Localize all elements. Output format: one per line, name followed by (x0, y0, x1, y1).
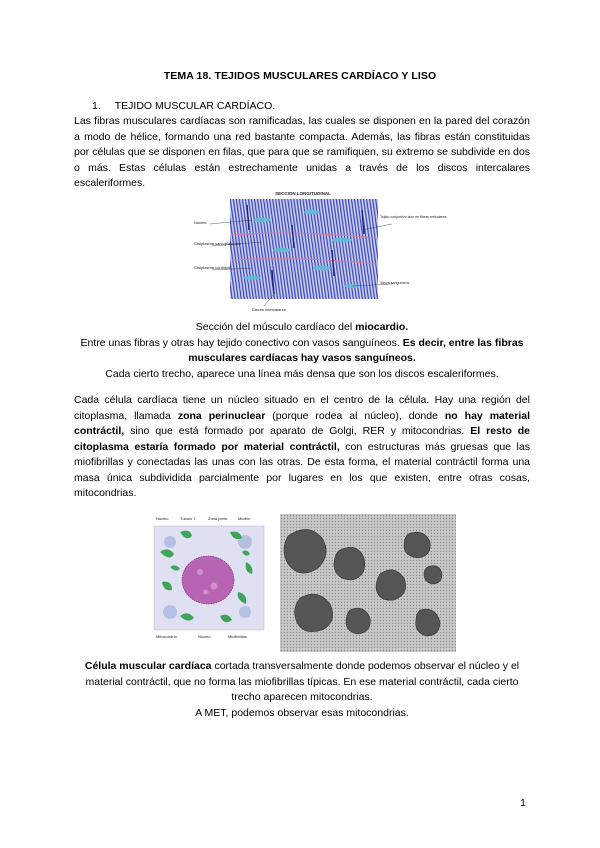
paragraph-intro: Las fibras musculares cardíacas son ramificadas, las cuales se disponen en la pared del corazón a modo de hélice, formando una red bastante compacta. Además, las fibras están constituidas por células que se disponen en filas, que para que se ramifiquen, su extremo se subdivide en dos o más. Estas células están estrechamente unidas a través de los discos intercalares escaleriformes. (74, 115, 530, 189)
figure-longitudinal-section (192, 190, 447, 314)
caption2-last-line: A MET, podemos observar esas mitocondrias. (195, 706, 409, 719)
figure2-label-top-3: Zona perin. (208, 516, 229, 521)
figure-transverse-cell (150, 512, 268, 648)
figure2-label-bottom-3: Miofibrillas (228, 634, 247, 639)
figure-tem-micrograph (280, 514, 456, 652)
section-heading-text: TEJIDO MUSCULAR CARDÍACO. (114, 100, 276, 112)
caption1-line3: Cada cierto trecho, aparece una línea más densa que son los discos escaleriformes. (105, 367, 499, 380)
figure1-label-discs: Discos intercalares (252, 307, 286, 312)
caption2-text: Célula muscular cardíaca cortada transversalmente donde podemos observar el núcleo y el material contráctil, que no forma las miofibrillas típicas. En ese material contráctil, cada cierto trecho aparecen mitocondrias. (84, 660, 520, 703)
figure1-label-contractile: Citoplasma contráctil (194, 265, 232, 270)
page-number: 1 (520, 797, 526, 809)
nucleus-shape (182, 556, 234, 604)
figure1-header: SECCION LONGITUDINAL (275, 191, 331, 196)
figure2-caption (74, 659, 530, 721)
section-number: 1. (92, 100, 101, 112)
figure2-label-top-1: Núcleo (156, 516, 169, 521)
figure1-label-sarcoplasm: Citoplasma sarcoplasmico (194, 241, 241, 246)
figure2-label-top-2: Túbulo T (180, 516, 196, 521)
figure1-label-vessels: Vasos sanguíneos (380, 281, 410, 285)
figure1-label-connective: Tejido conjuntivo laxo en fibras reticulares (380, 215, 447, 219)
page-title: TEMA 18. TEJIDOS MUSCULARES CARDÍACO Y LISO (163, 70, 437, 82)
figure2-label-top-4: Miofibr. (238, 516, 251, 521)
figure1-label-nucleus: Núcleo (194, 220, 207, 225)
figure2-label-bottom-2: Núcleo (198, 634, 211, 639)
muscle-fiber-field (230, 199, 378, 299)
paragraph-cell-structure: Cada célula cardíaca tiene un núcleo situado en el centro de la célula. Hay una región del citoplasma, llamada zona perinuclear (porque rodea al núcleo), donde no hay material contráctil, sino que está formado por aparato de Golgi, RER y mitocondrias. El resto de citoplasma estaría formado por material contráctil, con estructuras más gruesas que las miofibrillas y conectadas las unas con las otras. De esta forma, el material contráctil forma una masa única subdividida parcialmente por lugares en los que existen, entre otras cosas, mitocondrias. (74, 394, 530, 499)
section-heading (92, 100, 275, 112)
caption1-line1: Sección del músculo cardíaco del miocardio. (195, 321, 409, 333)
caption1-line2: Entre unas fibras y otras hay tejido conectivo con vasos sanguíneos. Es decir, entre las fibras musculares cardíacas hay vasos sanguíneos. (80, 336, 524, 364)
figure2-label-bottom-1: Mitocondria (156, 634, 177, 639)
figure1-caption (74, 320, 530, 382)
